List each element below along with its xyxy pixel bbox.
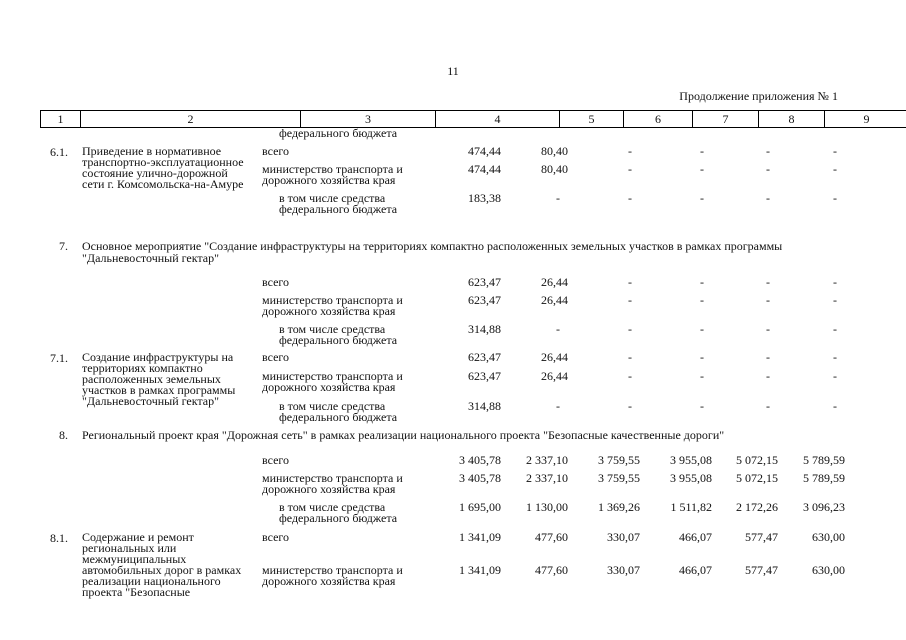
- value-cell: 577,47: [745, 563, 778, 577]
- value-cell: -: [833, 350, 837, 364]
- row-label-ministry: министерство транспорта и: [262, 369, 403, 383]
- value-cell: -: [766, 322, 770, 336]
- measure-name-line: участков в рамках программы: [82, 383, 236, 397]
- value-cell: -: [700, 144, 704, 158]
- row-label-total: всего: [262, 350, 290, 364]
- value-cell: -: [700, 350, 704, 364]
- value-cell: -: [628, 162, 632, 176]
- value-cell: 474,44: [468, 144, 501, 158]
- value-cell: -: [833, 275, 837, 289]
- value-cell: 623,47: [468, 275, 501, 289]
- row-label-ministry: дорожного хозяйства края: [262, 304, 396, 318]
- value-cell: 3 096,23: [803, 500, 845, 514]
- value-cell: 3 759,55: [598, 471, 640, 485]
- value-cell: 3 405,78: [459, 453, 501, 467]
- value-cell: -: [628, 322, 632, 336]
- value-cell: -: [628, 293, 632, 307]
- measure-name-line: реализации национального: [82, 574, 221, 588]
- value-cell: -: [766, 191, 770, 205]
- row-label-federal: в том числе средства: [279, 500, 386, 514]
- column-header: 4: [436, 111, 560, 128]
- measure-name-line: территориях компактно: [82, 361, 203, 375]
- value-cell: -: [628, 350, 632, 364]
- value-cell: 26,44: [541, 369, 568, 383]
- section-number: 8.1.: [50, 531, 68, 545]
- value-cell: -: [700, 399, 704, 413]
- row-label-ministry: министерство транспорта и: [262, 162, 403, 176]
- row-label-ministry: дорожного хозяйства края: [262, 574, 396, 588]
- value-cell: 623,47: [468, 369, 501, 383]
- measure-name-line: Создание инфраструктуры на: [82, 350, 234, 364]
- row-label-total: всего: [262, 530, 290, 544]
- row-label-federal: федерального бюджета: [279, 333, 398, 347]
- row-label-federal: в том числе средства: [279, 322, 386, 336]
- value-cell: 2 337,10: [526, 471, 568, 485]
- value-cell: -: [556, 399, 560, 413]
- value-cell: 630,00: [812, 530, 845, 544]
- column-header: 1: [41, 111, 81, 128]
- value-cell: 1 511,82: [670, 500, 712, 514]
- continuation-label: Продолжение приложения № 1: [679, 89, 838, 103]
- value-cell: 330,07: [607, 530, 640, 544]
- value-cell: 477,60: [535, 563, 568, 577]
- value-cell: 3 405,78: [459, 471, 501, 485]
- value-cell: 26,44: [541, 293, 568, 307]
- column-header-row: [41, 111, 906, 128]
- value-cell: 330,07: [607, 563, 640, 577]
- row-label-total: всего: [262, 144, 290, 158]
- section-number: 8.: [59, 428, 68, 442]
- value-cell: 3 955,08: [670, 471, 712, 485]
- row-label-ministry: дорожного хозяйства края: [262, 380, 396, 394]
- column-header: 7: [693, 111, 759, 128]
- value-cell: -: [556, 191, 560, 205]
- value-cell: -: [628, 191, 632, 205]
- value-cell: 1 341,09: [459, 563, 501, 577]
- row-label-federal: в том числе средства: [279, 191, 386, 205]
- column-header: 9: [825, 111, 906, 128]
- value-cell: -: [628, 144, 632, 158]
- value-cell: -: [766, 275, 770, 289]
- value-cell: -: [833, 322, 837, 336]
- section-number: 7.1.: [50, 351, 68, 365]
- value-cell: 2 337,10: [526, 453, 568, 467]
- value-cell: 183,38: [468, 191, 501, 205]
- value-cell: 474,44: [468, 162, 501, 176]
- value-cell: 630,00: [812, 563, 845, 577]
- row-label-federal: федерального бюджета: [279, 202, 398, 216]
- section-title-line: "Дальневосточный гектар": [82, 251, 220, 265]
- row-label-ministry: министерство транспорта и: [262, 563, 403, 577]
- value-cell: -: [700, 162, 704, 176]
- page-number: 11: [447, 64, 459, 78]
- row-label-ministry: министерство транспорта и: [262, 471, 403, 485]
- value-cell: -: [766, 144, 770, 158]
- value-cell: 3 955,08: [670, 453, 712, 467]
- value-cell: 5 789,59: [803, 471, 845, 485]
- value-cell: 5 789,59: [803, 453, 845, 467]
- value-cell: 314,88: [468, 399, 501, 413]
- value-cell: -: [766, 350, 770, 364]
- measure-name-line: Приведение в нормативное: [82, 144, 222, 158]
- row-label-total: всего: [262, 453, 290, 467]
- value-cell: 623,47: [468, 350, 501, 364]
- measure-name-line: расположенных земельных: [82, 372, 221, 386]
- row-label-federal: федерального бюджета: [279, 511, 398, 525]
- measure-name-line: автомобильных дорог в рамках: [82, 563, 242, 577]
- value-cell: 5 072,15: [736, 453, 778, 467]
- value-cell: 314,88: [468, 322, 501, 336]
- value-cell: -: [766, 369, 770, 383]
- value-cell: -: [628, 369, 632, 383]
- measure-name-line: "Дальневосточный гектар": [82, 394, 220, 408]
- row-label-federal: в том числе средства: [279, 399, 386, 413]
- value-cell: 577,47: [745, 530, 778, 544]
- measure-name-line: транспортно-эксплуатационное: [82, 155, 244, 169]
- value-cell: 1 695,00: [459, 500, 501, 514]
- column-header: 2: [81, 111, 301, 128]
- value-cell: 623,47: [468, 293, 501, 307]
- section-number: 7.: [59, 239, 68, 253]
- value-cell: 1 130,00: [526, 500, 568, 514]
- row-label-total: всего: [262, 275, 290, 289]
- value-cell: -: [833, 162, 837, 176]
- value-cell: -: [700, 293, 704, 307]
- value-cell: -: [833, 399, 837, 413]
- value-cell: -: [833, 191, 837, 205]
- measure-name-line: межмуниципальных: [82, 552, 187, 566]
- value-cell: 5 072,15: [736, 471, 778, 485]
- value-cell: -: [700, 275, 704, 289]
- value-cell: -: [700, 369, 704, 383]
- value-cell: -: [700, 322, 704, 336]
- value-cell: 466,07: [679, 563, 712, 577]
- row-label-ministry: дорожного хозяйства края: [262, 173, 396, 187]
- value-cell: 1 341,09: [459, 530, 501, 544]
- value-cell: 80,40: [541, 162, 568, 176]
- column-header: 5: [560, 111, 624, 128]
- row-label-ministry: министерство транспорта и: [262, 293, 403, 307]
- measure-name-line: проекта "Безопасные: [82, 585, 191, 599]
- value-cell: -: [628, 275, 632, 289]
- measure-name-line: Содержание и ремонт: [82, 530, 194, 544]
- value-cell: 466,07: [679, 530, 712, 544]
- section-title-line: Региональный проект края "Дорожная сеть" в рамках реализации национального проекта "Безопасные качественные дороги": [82, 428, 725, 442]
- column-header-table: [40, 110, 906, 128]
- value-cell: -: [700, 191, 704, 205]
- top-fragment: федерального бюджета: [279, 126, 398, 140]
- row-label-federal: федерального бюджета: [279, 410, 398, 424]
- value-cell: 477,60: [535, 530, 568, 544]
- section-title-line: Основное мероприятие "Создание инфраструктуры на территориях компактно расположенных земельных участков в рамках программы: [82, 239, 783, 253]
- measure-name-line: региональных или: [82, 541, 177, 555]
- value-cell: 26,44: [541, 350, 568, 364]
- value-cell: 26,44: [541, 275, 568, 289]
- column-header: 8: [759, 111, 825, 128]
- value-cell: -: [766, 162, 770, 176]
- value-cell: 1 369,26: [598, 500, 640, 514]
- value-cell: 2 172,26: [736, 500, 778, 514]
- value-cell: 80,40: [541, 144, 568, 158]
- measure-name-line: состояние улично-дорожной: [82, 166, 228, 180]
- section-number: 6.1.: [50, 145, 68, 159]
- column-header: 3: [301, 111, 436, 128]
- column-header: 6: [624, 111, 693, 128]
- value-cell: -: [833, 369, 837, 383]
- value-cell: -: [556, 322, 560, 336]
- value-cell: -: [766, 399, 770, 413]
- value-cell: -: [833, 293, 837, 307]
- value-cell: 3 759,55: [598, 453, 640, 467]
- row-label-ministry: дорожного хозяйства края: [262, 482, 396, 496]
- value-cell: -: [766, 293, 770, 307]
- measure-name-line: сети г. Комсомольска-на-Амуре: [82, 177, 244, 191]
- value-cell: -: [628, 399, 632, 413]
- value-cell: -: [833, 144, 837, 158]
